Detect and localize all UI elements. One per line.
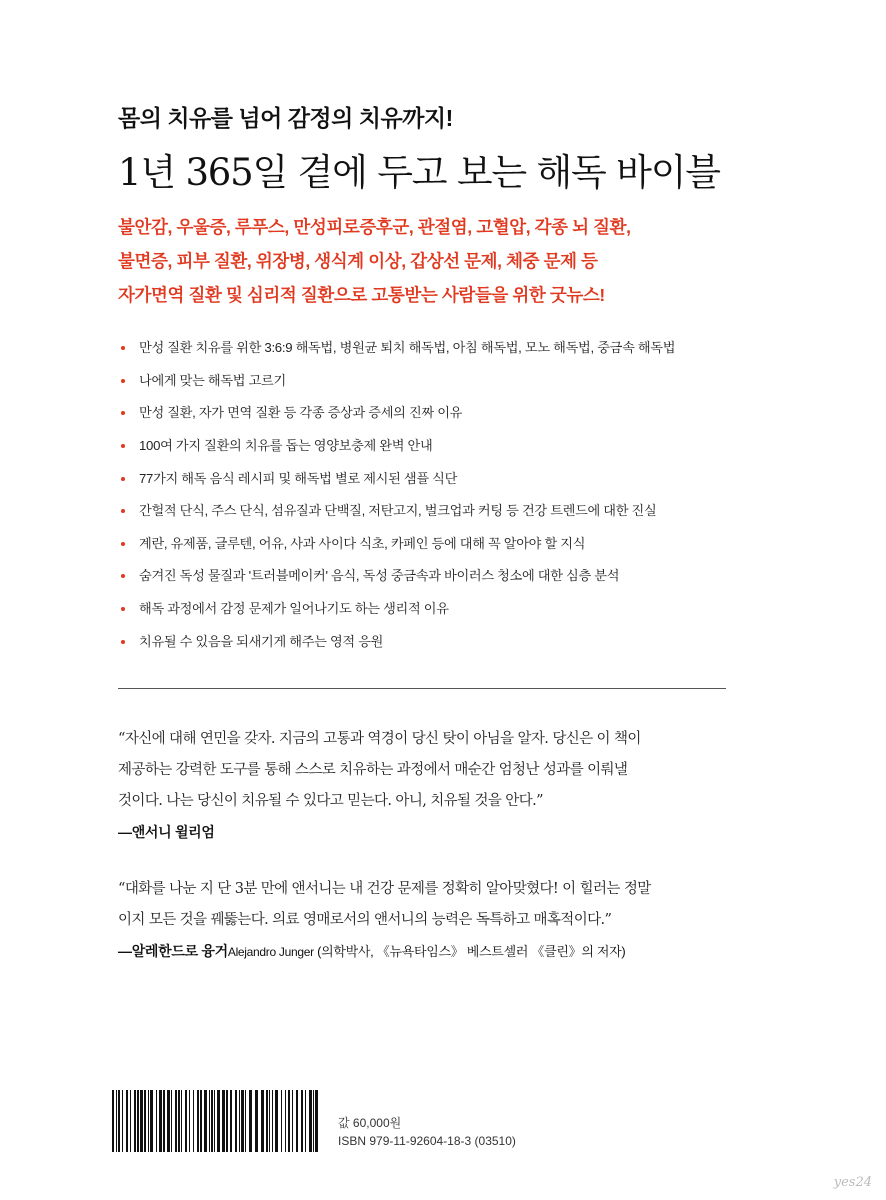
barcode-bar [230,1090,232,1152]
list-item-text: 계란, 유제품, 글루텐, 어유, 사과 사이다 식초, 카페인 등에 대해 꼭 알아야 할 지식 [139,535,586,551]
divider [118,688,726,689]
barcode-bar [209,1090,210,1152]
list-item-text: 숨겨진 독성 물질과 '트러블메이커' 음식, 독성 중금속과 바이러스 청소에 대한 심층 분석 [139,568,620,584]
barcode [110,1090,322,1152]
barcode-bar [181,1090,182,1152]
barcode-bar [148,1090,149,1152]
barcode-bar [171,1090,172,1152]
barcode-bar [159,1090,162,1152]
barcode-bar [313,1090,314,1152]
isbn: ISBN 979-11-92604-18-3 (03510) [338,1134,516,1148]
target-readers [118,210,631,312]
barcode-bar [217,1090,220,1152]
barcode-bar [175,1090,177,1152]
barcode-bar [261,1090,264,1152]
list-item-text: 만성 질환, 자가 면역 질환 등 각종 증상과 증세의 진짜 이유 [139,405,463,421]
title: 1년 365일 곁에 두고 보는 해독 바이블 [118,151,720,194]
barcode-bar [255,1090,258,1152]
list-item-text: 100여 가지 질환의 치유를 돕는 영양보충제 완벽 안내 [139,438,433,454]
barcode-bar [137,1090,139,1152]
list-item [118,397,758,430]
barcode-bar [315,1090,318,1152]
barcode-bar [178,1090,180,1152]
list-item [118,430,758,463]
quote-line: “대화를 나눈 지 단 3분 만에 앤서니는 내 건강 문제를 정확히 알아맞혔다! 이 힐러는 정말 [118,881,651,897]
barcode-bar [288,1090,290,1152]
barcode-bar [189,1090,190,1152]
barcode-bar [118,1090,120,1152]
list-item [118,365,758,398]
list-item [118,528,758,561]
barcode-bar [197,1090,199,1152]
barcode-bar [156,1090,157,1152]
quote-line: 이지 모든 것을 꿰뚫는다. 의료 영매로서의 앤서니의 능력은 독특하고 매혹적이다.” [118,912,612,928]
bullet-icon [121,346,125,350]
barcode-bar [185,1090,187,1152]
quote-line: “자신에 대해 연민을 갖자. 지금의 고통과 역경이 당신 탓이 아님을 알자. 당신은 이 책이 [118,731,641,747]
attribution-latin-name: Alejandro Junger [227,945,314,959]
list-item [118,495,758,528]
barcode-bar [241,1090,244,1152]
bullet-icon [121,574,125,578]
barcode-bar [167,1090,170,1152]
barcode-bar [266,1090,268,1152]
list-item [118,560,758,593]
list-item [118,462,758,495]
barcode-bar [211,1090,213,1152]
price: 값 60,000원 [338,1116,402,1130]
quote-line: 제공하는 강력한 도구를 통해 스스로 치유하는 과정에서 매순간 엄청난 성과를 이뤄낼 [118,762,628,778]
bullet-icon [121,477,125,481]
bullet-icon [121,607,125,611]
attribution-note: (의학박사, 《뉴욕타임스》 베스트셀러 《클린》의 저자) [313,944,626,959]
barcode-bar [305,1090,306,1152]
quote-attribution [118,936,758,968]
barcode-bar [214,1090,215,1152]
list-item-text: 치유될 수 있음을 되새기게 해주는 영적 응원 [139,633,384,649]
quote-line: 것이다. 나는 당신이 치유될 수 있다고 믿는다. 아니, 치유될 것을 안다.” [118,793,543,809]
list-item-text: 간헐적 단식, 주스 단식, 섬유질과 단백질, 저탄고지, 벌크업과 커팅 등 건강 트렌드에 대한 진실 [139,503,657,519]
bullet-icon [121,444,125,448]
barcode-bar [301,1090,303,1152]
bullet-icon [121,411,125,415]
testimonial-quote [118,724,758,848]
barcode-bar [112,1090,114,1152]
barcode-bar [245,1090,246,1152]
list-item-text: 77가지 해독 음식 레시피 및 해독법 별로 제시된 샘플 식단 [139,470,458,486]
bullet-icon [121,542,125,546]
list-item [118,625,758,658]
list-item [118,332,758,365]
feature-list [118,332,758,658]
price-info [338,1114,516,1150]
testimonial-quote [118,874,758,968]
barcode-bar [163,1090,165,1152]
barcode-bar [239,1090,240,1152]
attribution-name: —알레한드로 융거 [118,943,228,959]
bullet-icon [121,379,125,383]
barcode-bar [269,1090,270,1152]
barcode-bar [272,1090,273,1152]
headline: 몸의 치유를 넘어 감정의 치유까지! [118,105,453,131]
quote-attribution: —앤서니 윌리엄 [118,824,215,840]
barcode-bar [309,1090,312,1152]
barcode-bar [193,1090,194,1152]
barcode-bar [134,1090,136,1152]
barcode-bar [144,1090,146,1152]
list-item-text: 해독 과정에서 감정 문제가 일어나기도 하는 생리적 이유 [139,601,449,617]
barcode-bar [200,1090,202,1152]
barcode-bar [150,1090,153,1152]
red-line: 자가면역 질환 및 심리적 질환으로 고통받는 사람들을 위한 굿뉴스! [118,285,605,305]
barcode-bar [204,1090,207,1152]
barcode-bar [296,1090,298,1152]
barcode-bar [281,1090,282,1152]
barcode-graphic [110,1090,322,1152]
barcode-bar [126,1090,128,1152]
barcode-bar [222,1090,225,1152]
list-item-text: 나에게 맞는 해독법 고르기 [139,372,286,388]
list-item-text: 만성 질환 치유를 위한 3:6:9 해독법, 병원균 퇴치 해독법, 아침 해독법, 모노 해독법, 중금속 해독법 [139,340,676,356]
barcode-bar [130,1090,131,1152]
bullet-icon [121,640,125,644]
barcode-bar [275,1090,278,1152]
barcode-bar [292,1090,293,1152]
barcode-bar [235,1090,237,1152]
barcode-bar [122,1090,123,1152]
barcode-bar [226,1090,228,1152]
list-item [118,593,758,626]
watermark-logo: yes24 [833,1175,872,1190]
red-line: 불안감, 우울증, 루푸스, 만성피로증후군, 관절염, 고혈압, 각종 뇌 질환, [118,217,631,237]
red-line: 불면증, 피부 질환, 위장병, 생식계 이상, 갑상선 문제, 체중 문제 등 [118,251,598,271]
barcode-bar [285,1090,286,1152]
barcode-bar [249,1090,252,1152]
barcode-bar [116,1090,117,1152]
barcode-bar [140,1090,143,1152]
bullet-icon [121,509,125,513]
